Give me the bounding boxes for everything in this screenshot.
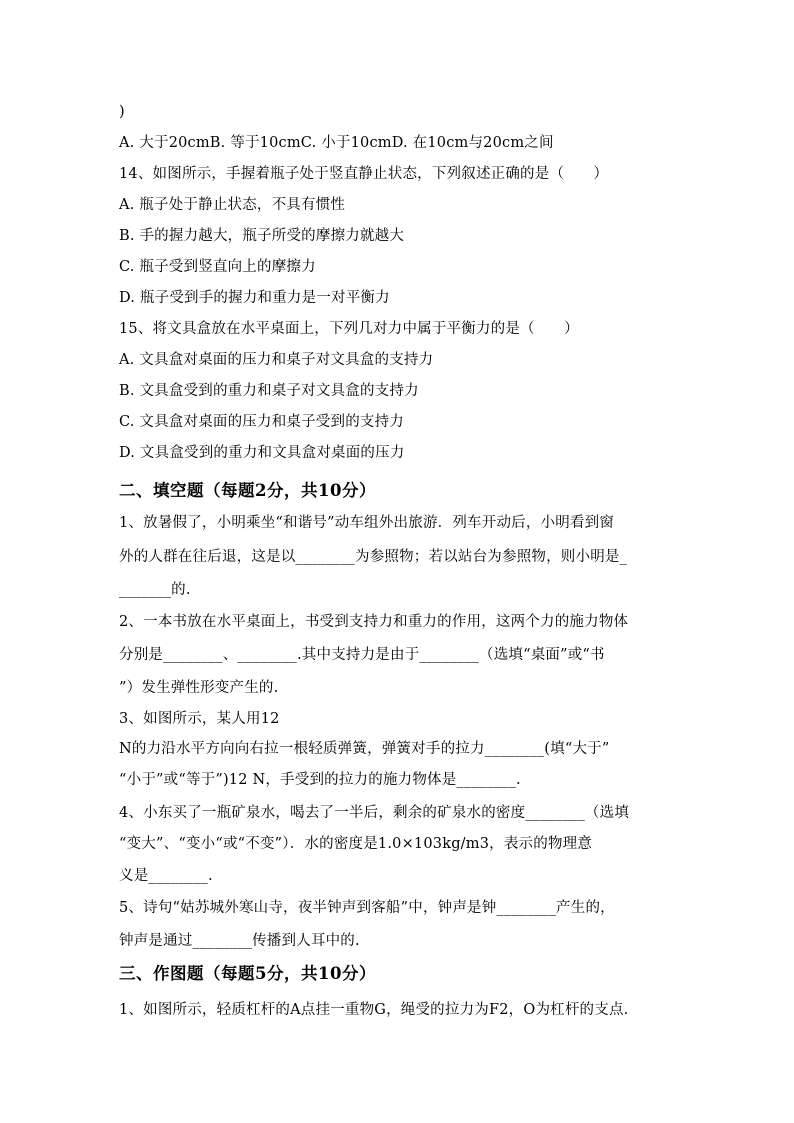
option-d: D. 瓶子受到手的握力和重力是一对平衡力: [119, 290, 390, 306]
option-a: A. 文具盒对桌面的压力和桌子对文具盒的支持力: [119, 352, 434, 368]
question-14: 14、如图所示，手握着瓶子处于竖直静止状态，下列叙述正确的是（ ）: [119, 166, 609, 182]
text-line: _______的.: [119, 582, 191, 598]
question-1: 1、如图所示，轻质杠杆的A点挂一重物G，绳受的拉力为F2，O为杠杆的支点.: [119, 1002, 629, 1018]
text-line: A. 大于20cmB. 等于10cmC. 小于10cmD. 在10cm与20cm之间: [119, 135, 554, 151]
question-4: 4、小东买了一瓶矿泉水，喝去了一半后，剩余的矿泉水的密度________（选填: [119, 805, 630, 821]
section-heading-drawing: 三、作图题（每题5分，共10分）: [119, 964, 376, 983]
question-15: 15、将文具盒放在水平桌面上，下列几对力中属于平衡力的是（ ）: [119, 321, 579, 337]
option-c: C. 瓶子受到竖直向上的摩擦力: [119, 259, 316, 275]
text-line: “小于”或“等于”)12 N，手受到的拉力的施力物体是________.: [119, 772, 521, 788]
text-line: “变大”、“变小“或“不变”）．水的密度是1.0×103kg/m3，表示的物理意: [119, 836, 593, 852]
question-5: 5、诗句“姑苏城外寒山寺，夜半钟声到客船”中，钟声是钟________产生的，: [119, 900, 615, 916]
question-2: 2、一本书放在水平桌面上，书受到支持力和重力的作用，这两个力的施力物体: [119, 614, 629, 630]
question-1: 1、放暑假了，小明乘坐“和谐号”动车组外出旅游．列车开动后，小明看到窗: [119, 515, 615, 531]
text-line: N的力沿水平方向向右拉一根轻质弹簧，弹簧对手的拉力________(填“大于”: [119, 741, 610, 757]
question-3: 3、如图所示，某人用12: [119, 711, 280, 727]
option-c: C. 文具盒对桌面的压力和桌子受到的支持力: [119, 414, 404, 430]
text-line: 分别是________、________.其中支持力是由于________（选填“桌面”或“书: [119, 647, 605, 663]
option-b: B. 手的握力越大，瓶子所受的摩擦力就越大: [119, 228, 405, 244]
text-line: ): [119, 104, 125, 120]
text-line: 外的人群在往后退，这是以________为参照物；若以站台为参照物，则小明是_: [119, 549, 628, 565]
option-d: D. 文具盒受到的重力和文具盒对桌面的压力: [119, 445, 405, 461]
option-a: A. 瓶子处于静止状态，不具有惯性: [119, 197, 346, 213]
section-heading-fill-in: 二、填空题（每题2分，共10分）: [119, 481, 376, 500]
text-line: ”）发生弹性形变产生的.: [119, 680, 279, 696]
text-line: 钟声是通过________传播到人耳中的.: [119, 933, 360, 949]
option-b: B. 文具盒受到的重力和桌子对文具盒的支持力: [119, 383, 419, 399]
text-line: 义是________.: [119, 868, 213, 884]
